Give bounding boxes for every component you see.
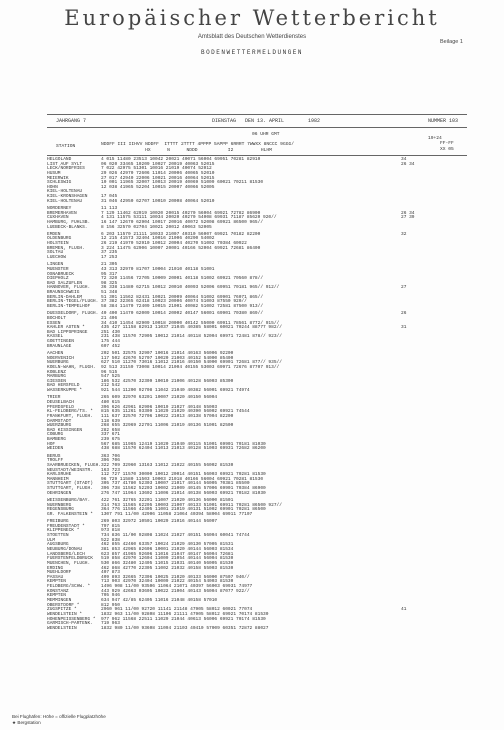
observation-codes: 40 400 11470 62009 10014 20002 40147 56001 69901 70380 869// [101,311,264,317]
station-name: EMDEN [47,231,61,237]
observation-codes: 37 235 [101,250,118,256]
masthead-title: Europäischer Wetterbericht [64,6,440,30]
station-name: LANDSBERG/LECH [47,551,85,557]
observation-codes: 547 525 [101,374,120,380]
observation-codes: 719 963 [101,621,120,627]
station-name: LIST AUF SYLT [47,161,83,167]
header-rule-bottom [47,155,467,156]
observation-codes: 634 947 42/85 62405 11016 21048 40158 57010 [101,598,218,603]
station-name: MEIERWIK [47,175,69,181]
station-name: WEIDEN [47,446,64,452]
station-name: HOHN [47,184,58,190]
footnote-airport: Bei Flughäfen: Höhe = offizielle Flugplatzhöhe [12,714,106,719]
observation-codes: 1832 963 11/00 92808 11106 21111 47905 58012 69921 70174 81530 [101,611,269,617]
station-name: KAHLER ASTEN * [47,325,85,331]
station-name: OEHRINGEN [47,490,72,496]
observation-codes: 462 855 42460 63357 10024 21029 40130 57005 81531 [101,542,234,548]
observation-codes: 27 017 42940 22006 10021 20016 40064 52015 [101,175,215,181]
header-rule-mid [47,127,467,128]
station-name: MANNHEIM [47,476,69,482]
extra-col-top: 19+24 [428,136,442,141]
observation-codes: 409 893 32665 72306 10025 21020 40133 56000 87507 940// [101,574,250,580]
observation-codes: 396 626 42961 82906 10019 21027 40148 55003 [101,404,218,410]
observation-codes: 12 215 41573 32404 10016 21006 40290 54002 [101,236,215,242]
issue-number: NUMMER 103 [428,118,459,124]
station-name: KL-FELDBERG/TS. * [47,409,93,415]
observation-codes: 462 868 42770 22305 11002 21032 40158 55003 81530 [101,565,234,571]
observation-codes: 06 020 33465 10209 10027 20019 40063 52015 [101,161,215,167]
observation-codes: 72 320 11456 72705 10009 20001 40118 51002 69921 70560 878// [101,276,264,282]
station-name: DIEPHOLZ [47,276,69,282]
station-name: NORDERNEY [47,206,72,211]
station-name: ZUGSPITZE * [47,607,77,613]
observation-codes: 51 301 11562 82431 10021 20009 40064 51002 69901 76071 865// [101,294,264,300]
station-name: COBURG [47,432,64,438]
extra-values: 34 [401,157,407,162]
extra-values: 26 34 [401,161,415,167]
observation-codes: 12 038 41965 52204 10015 20007 40066 52005 [101,184,215,190]
observation-codes: 265 609 32970 63201 10007 21020 40150 56004 [101,395,218,401]
station-name: NUERNBERG [47,502,72,508]
station-name: KONSTANZ [47,588,69,594]
station-name: OBERSTDORF * [47,602,80,608]
observation-codes: 251 430 [101,329,120,335]
station-name: WUERZBURG [47,423,72,429]
station-name: ULM [47,537,56,543]
station-name: PASSAU [47,574,64,580]
station-name: FRANKFURT, FLUGH. [47,413,93,419]
observation-codes: 530 866 32480 12405 11015 21031 40140 56005 81530 [101,560,234,566]
station-name: TROLFF [47,458,64,464]
observation-time: 06 UHR GMT [252,132,280,137]
station-name: BAD SALZUFLEN [47,280,83,286]
station-name: FREUDENSTADT * [47,523,85,529]
observation-codes: 1307 791 11/00 42906 11058 21064 40394 58004 69911 77107 [101,511,253,517]
observation-codes: 705 946 [101,593,120,599]
observation-codes: 364 776 11566 42405 11001 21019 40131 51002 69901 70281 86500 [101,507,266,513]
station-name: LUEBECK-BLANKS. [47,224,88,230]
extra-values: 27 [401,285,407,291]
station-name: DARMSTADT [47,418,72,424]
observation-codes: 7 022 42975 51301 10016 21019 40074 52012 [101,166,212,172]
observation-codes: 117 502 42670 52707 10020 21003 40152 54000 85400 [101,355,234,361]
observation-codes: 16 147 12670 62904 10017 20016 40072 52008 69921 86500 965// [101,219,264,225]
extra-values: 41 [401,607,407,613]
observation-codes: 96 515 [101,369,118,375]
observation-codes: 337 671 [101,432,120,438]
observation-codes: 607 452 [101,343,120,349]
station-name: LUECHOW [47,255,66,260]
observation-codes: 17 045 [101,194,118,200]
extra-values: 26 [401,311,407,317]
station-name: SAARBRUECKEN, FLUGH. [47,462,102,468]
observation-codes: 623 857 41965 92606 11016 21047 40147 56004 72681 [101,551,234,557]
station-name: NUERBURG [47,360,69,366]
station-name: KIEL-HOLTENAU [47,198,83,204]
station-name: AACHEN [47,350,64,356]
header-rule-top [47,114,467,115]
code-column-subheaders: HX N NDDD I2 HLHM [101,148,272,153]
observation-codes: 17 253 [101,255,118,260]
station-name: WEISSENBURG/BAY. [47,497,91,503]
observation-codes: 11 113 [101,206,118,211]
observation-codes: 363 706 [101,453,120,459]
observation-codes: 921 544 11200 92708 11042 21040 40382 56001 69921 74974 [101,388,250,394]
observation-codes: 422 761 32765 32201 11007 21020 40136 56000 81501 [101,497,234,503]
station-name: GR. FALKENSTEIN * [47,511,93,517]
observation-codes: 92 513 31159 73008 10014 21004 40155 53003 69971 72676 87707 913// [101,364,280,370]
observation-codes: 43 313 32970 81707 10004 21010 40118 51001 [101,266,215,272]
station-name: MEMMINGEN [47,598,72,603]
station-name: MARBURG [47,374,66,380]
station-name: HOLSTEIN [47,241,69,247]
station-name: KOBLENZ [47,369,66,375]
station-name: HAMBURG, FUHLSB. [47,219,91,225]
station-name: SCHLESWIG [47,180,72,186]
observation-codes: 4 131 11575 53111 10034 20020 40270 54008 69931 71187 85620 920// [101,215,277,221]
observation-codes: 29 026 42970 72606 11014 20006 40065 52010 [101,170,215,176]
station-name: BAMBERG [47,437,66,443]
observation-codes: 522 838 [101,537,120,543]
observation-codes: 10 001 11965 32007 10013 20019 40069 51009 60021 70211 81530 [101,180,264,186]
observation-codes: 396 706 [101,458,120,464]
jahrgang-label: JAHRGANG 7 [56,118,87,124]
observation-codes: 1832 980 11/00 93608 11094 21103 40410 57009 60351 72872 88027 [101,625,269,631]
observation-codes: 627 510 11270 73016 11012 21016 40150 54000 69901 72681 877// 935// [101,360,282,366]
station-table [47,158,477,631]
date-line: DIENSTAG DEN 13. APRIL 1982 [212,118,321,124]
observation-codes: 21 305 [101,262,118,268]
station-name: WASSERKUPPE * [47,388,83,394]
station-name: HOHENPEISSENBERG * [47,616,96,622]
station-name: KARLSRUHE [47,472,72,478]
observation-codes: 7 129 11462 62919 10020 20015 40270 56004 69921 72782 86900 [101,210,261,216]
station-name: KLIPPENECK * [47,528,80,534]
observation-codes: 202 501 32575 32907 10016 21014 40163 56006 92200 [101,350,234,356]
observation-codes: 812 950 [101,602,120,608]
observation-codes: 480 615 [101,399,120,405]
observation-codes: 276 747 11964 13602 11006 21014 40138 56003 69921 70182 81030 [101,490,266,496]
station-name: KOELN-WAHN, FLUGH. [47,364,96,370]
station-name: LINGEN [47,262,64,268]
extra-values: 26 34 [401,210,415,216]
observation-codes: 973 818 [101,528,120,534]
observation-codes: 4 015 11480 23513 10042 20021 40071 56004 69951 70281 82910 [101,157,261,162]
observation-codes: 58 384 11470 72409 10015 21001 40082 51002 72581 87500 913// [101,304,264,309]
observation-codes: 314 763 11565 62205 10003 21007 40133 51001 69911 70281 86500 927// [101,502,282,508]
station-name: BREMERHAVEN [47,210,77,216]
station-name: SOLTAU [47,250,64,256]
extra-values: 27 39 [401,215,415,221]
station-name: HOF [47,441,56,447]
observation-codes: 443 929 42663 03605 10022 21004 40143 56004 87077 922// [101,588,250,594]
observation-codes: 163 723 [101,467,120,473]
station-name: HANNOVER, FLUGH. [47,285,91,291]
observation-codes: 8 156 32570 02704 10021 20012 40063 52005 [101,224,212,230]
station-name: CUXHAVEN [47,215,69,221]
station-name: OLDENBURG [47,236,72,242]
station-name: NEUBURG/DONAU [47,546,83,552]
station-name: GARMISCH-PARTENK. [47,621,93,627]
station-name: MUENSTER [47,266,69,272]
station-name: HUSUM [47,170,61,176]
observation-codes: 305 737 41780 52303 10007 21017 40144 56005 70381 85500 [101,481,250,487]
extra-values: 31 [401,325,407,331]
station-name: WENDELSTEIN * [47,611,83,617]
masthead-publisher: Amtsblatt des Deutschen Wetterdienstes [197,34,307,40]
masthead [0,6,504,57]
station-name: KIEL-KRONSHAGEN [47,194,88,200]
observation-codes: 396 738 11562 52203 10002 21009 40145 57006 69901 70384 86900 [101,486,266,492]
observation-codes: 519 858 42970 12604 11009 21054 40144 56004 81530 [101,556,234,562]
observation-codes: 1496 908 11/00 93506 11064 21071 40397 56003 69931 74977 [101,584,253,590]
station-name: BERLIN-TEGEL/FLUGH. [47,299,99,305]
station-name: NOERVENICH [47,355,75,361]
observation-codes: 98 325 [101,280,118,286]
observation-codes: 118 639 [101,418,120,424]
station-name: BOCHOLT [47,315,66,321]
observation-codes: 268 655 32969 22701 11006 21019 40136 51001 82500 [101,423,234,429]
observation-codes: 21 406 [101,315,118,321]
station-column-header: STATION [56,144,76,149]
observation-codes: 175 444 [101,339,120,345]
extra-column-header: FF-FF XX 05 [440,141,454,152]
station-name: WENDELSTEIN [47,625,77,631]
observation-codes: 713 903 42970 32404 10009 21022 40154 54003 81530 [101,579,234,585]
station-name: BREMEN, FLUGH. [47,245,85,251]
observation-codes: 2960 961 11/00 92720 11141 21148 47905 58012 60021 77074 [101,607,253,613]
station-name: FELDBERG/SCHW. * [47,584,91,590]
station-name: KEMPTEN [47,579,66,585]
footnote-mountain: ★ Bergstation [12,720,41,725]
observation-codes: 269 803 32972 10501 10029 21016 40144 56007 [101,519,218,525]
station-name: FUERSTENFELDBRUCK [47,556,93,562]
observation-codes: 96 729 11580 11503 10003 21018 40166 56004 69921 70281 81530 [101,476,264,482]
station-name: BAD LIPPSPRINGE [47,329,88,335]
observation-codes: 282 658 [101,427,120,433]
station-name: KEMPTEN [47,593,66,599]
station-name: MUENCHEN, FLUGH. [47,560,91,566]
beilage-label: Beilage 1 [440,39,463,45]
station-name: KASSEL [47,334,64,340]
station-name: BERUS [47,453,61,459]
observation-codes: 322 709 32960 13163 11012 21022 40155 56002 81530 [101,462,234,468]
observation-codes: 407 873 [101,570,120,576]
observation-codes: 435 427 11158 82913 11037 21045 40385 58001 60021 70244 88777 982// [101,325,282,331]
observation-codes: 3 224 11475 62906 10007 20001 40166 52004 69921 72681 86400 [101,245,261,251]
observation-codes: 239 675 [101,437,120,443]
observation-codes: 34 410 11454 82909 10018 20000 40142 55000 69911 78561 8772/ 915// [101,320,280,326]
station-name: BRAUNLAGE [47,343,72,349]
code-column-headers: NDDFF III IIHVV NDDFF ITTTT 2TTTT 4PPPP 5APPP 6RRRT 7WWXX 8NCCC 9GGG/ [101,142,294,147]
observation-codes: 6 203 11570 21111 10033 21007 40310 56007 69921 70182 82200 [101,231,261,237]
station-name: STUTTGART, FLUGH. [47,486,93,492]
observation-codes: 212 542 [101,383,120,389]
station-name: LECK/NORDFRIES [47,166,85,172]
station-name: MUEHLDORF [47,570,72,576]
observation-codes: 381 853 42965 82606 10001 21020 40144 56003 81534 [101,546,234,552]
station-name: GOETTINGEN [47,339,75,345]
station-name: ESSEN [47,320,61,326]
observation-codes: 31 046 42950 62707 10010 20008 40064 52010 [101,198,215,204]
observation-codes: 231 438 11570 72905 10012 21014 40118 52004 69971 72481 878// 923// [101,334,282,340]
station-name: PFERDSFELD [47,404,75,410]
station-name: FREIBURG [47,519,69,525]
station-name: BERLIN-TEMPELHOF [47,304,91,309]
observation-codes: 112 727 11570 30000 10012 20014 40151 56003 69921 70281 81530 [101,472,266,478]
station-name: BAD HERSFELD [47,383,80,389]
station-name: GIESSEN [47,378,66,384]
station-name: DEUSELBACH [47,399,75,405]
observation-codes: 438 688 11570 62404 11013 21013 40128 51003 69931 72682 86200 [101,446,266,452]
station-name: OSNABRUECK [47,271,75,277]
observation-codes: 186 532 42570 32309 10010 21006 40128 56003 85300 [101,378,234,384]
station-name: DUESSELDORF, FLUGH. [47,311,99,317]
observation-codes: 51 348 [101,290,118,296]
observation-codes: 815 635 11261 93309 11029 21029 40390 56002 69921 74544 [101,409,250,415]
observation-codes: 37 382 32365 62418 10023 20006 40074 51003 87550 920// [101,299,247,305]
observation-codes: 26 219 41970 52910 10012 20004 40270 51002 70384 60922 [101,241,247,247]
station-name: REGENSBURG [47,507,75,513]
observation-codes: 111 637 32570 72706 10022 21013 40138 57004 82200 [101,413,234,419]
observation-codes: 95 317 [101,271,118,277]
station-name: ERDING [47,565,64,571]
extra-values: 32 [401,231,407,237]
station-name: BRAUNSCHWEIG [47,290,80,296]
station-name: AUGSBURG [47,542,69,548]
station-name: TRIER [47,395,61,401]
station-name: STUTTGART (STADT) [47,481,93,487]
section-heading: BODENWETTERMELDUNGEN [200,49,303,56]
table-row [47,627,477,632]
station-name: BERLIN-DAHLEM [47,294,83,300]
station-name: STOETTEN [47,533,69,539]
station-name: BAD KISSINGEN [47,427,83,433]
observation-codes: 734 836 11/00 92808 11024 21027 40151 56004 60041 74744 [101,533,250,539]
station-name: HELGOLAND [47,157,72,162]
observation-codes: 567 685 11965 12419 11020 21040 40115 51001 69901 70181 81030 [101,441,266,447]
station-name: KIEL-HOLTENAU [47,189,83,195]
observation-codes: 797 815 [101,523,120,529]
observation-codes: 36 338 11480 62715 10012 20010 40093 52006 69951 70181 965// 912// [101,285,280,291]
observation-codes: 977 962 11568 22511 11029 21044 40613 56006 69921 70174 81530 [101,616,266,622]
station-name: NEUSTADT/WEINSTR. [47,467,93,473]
